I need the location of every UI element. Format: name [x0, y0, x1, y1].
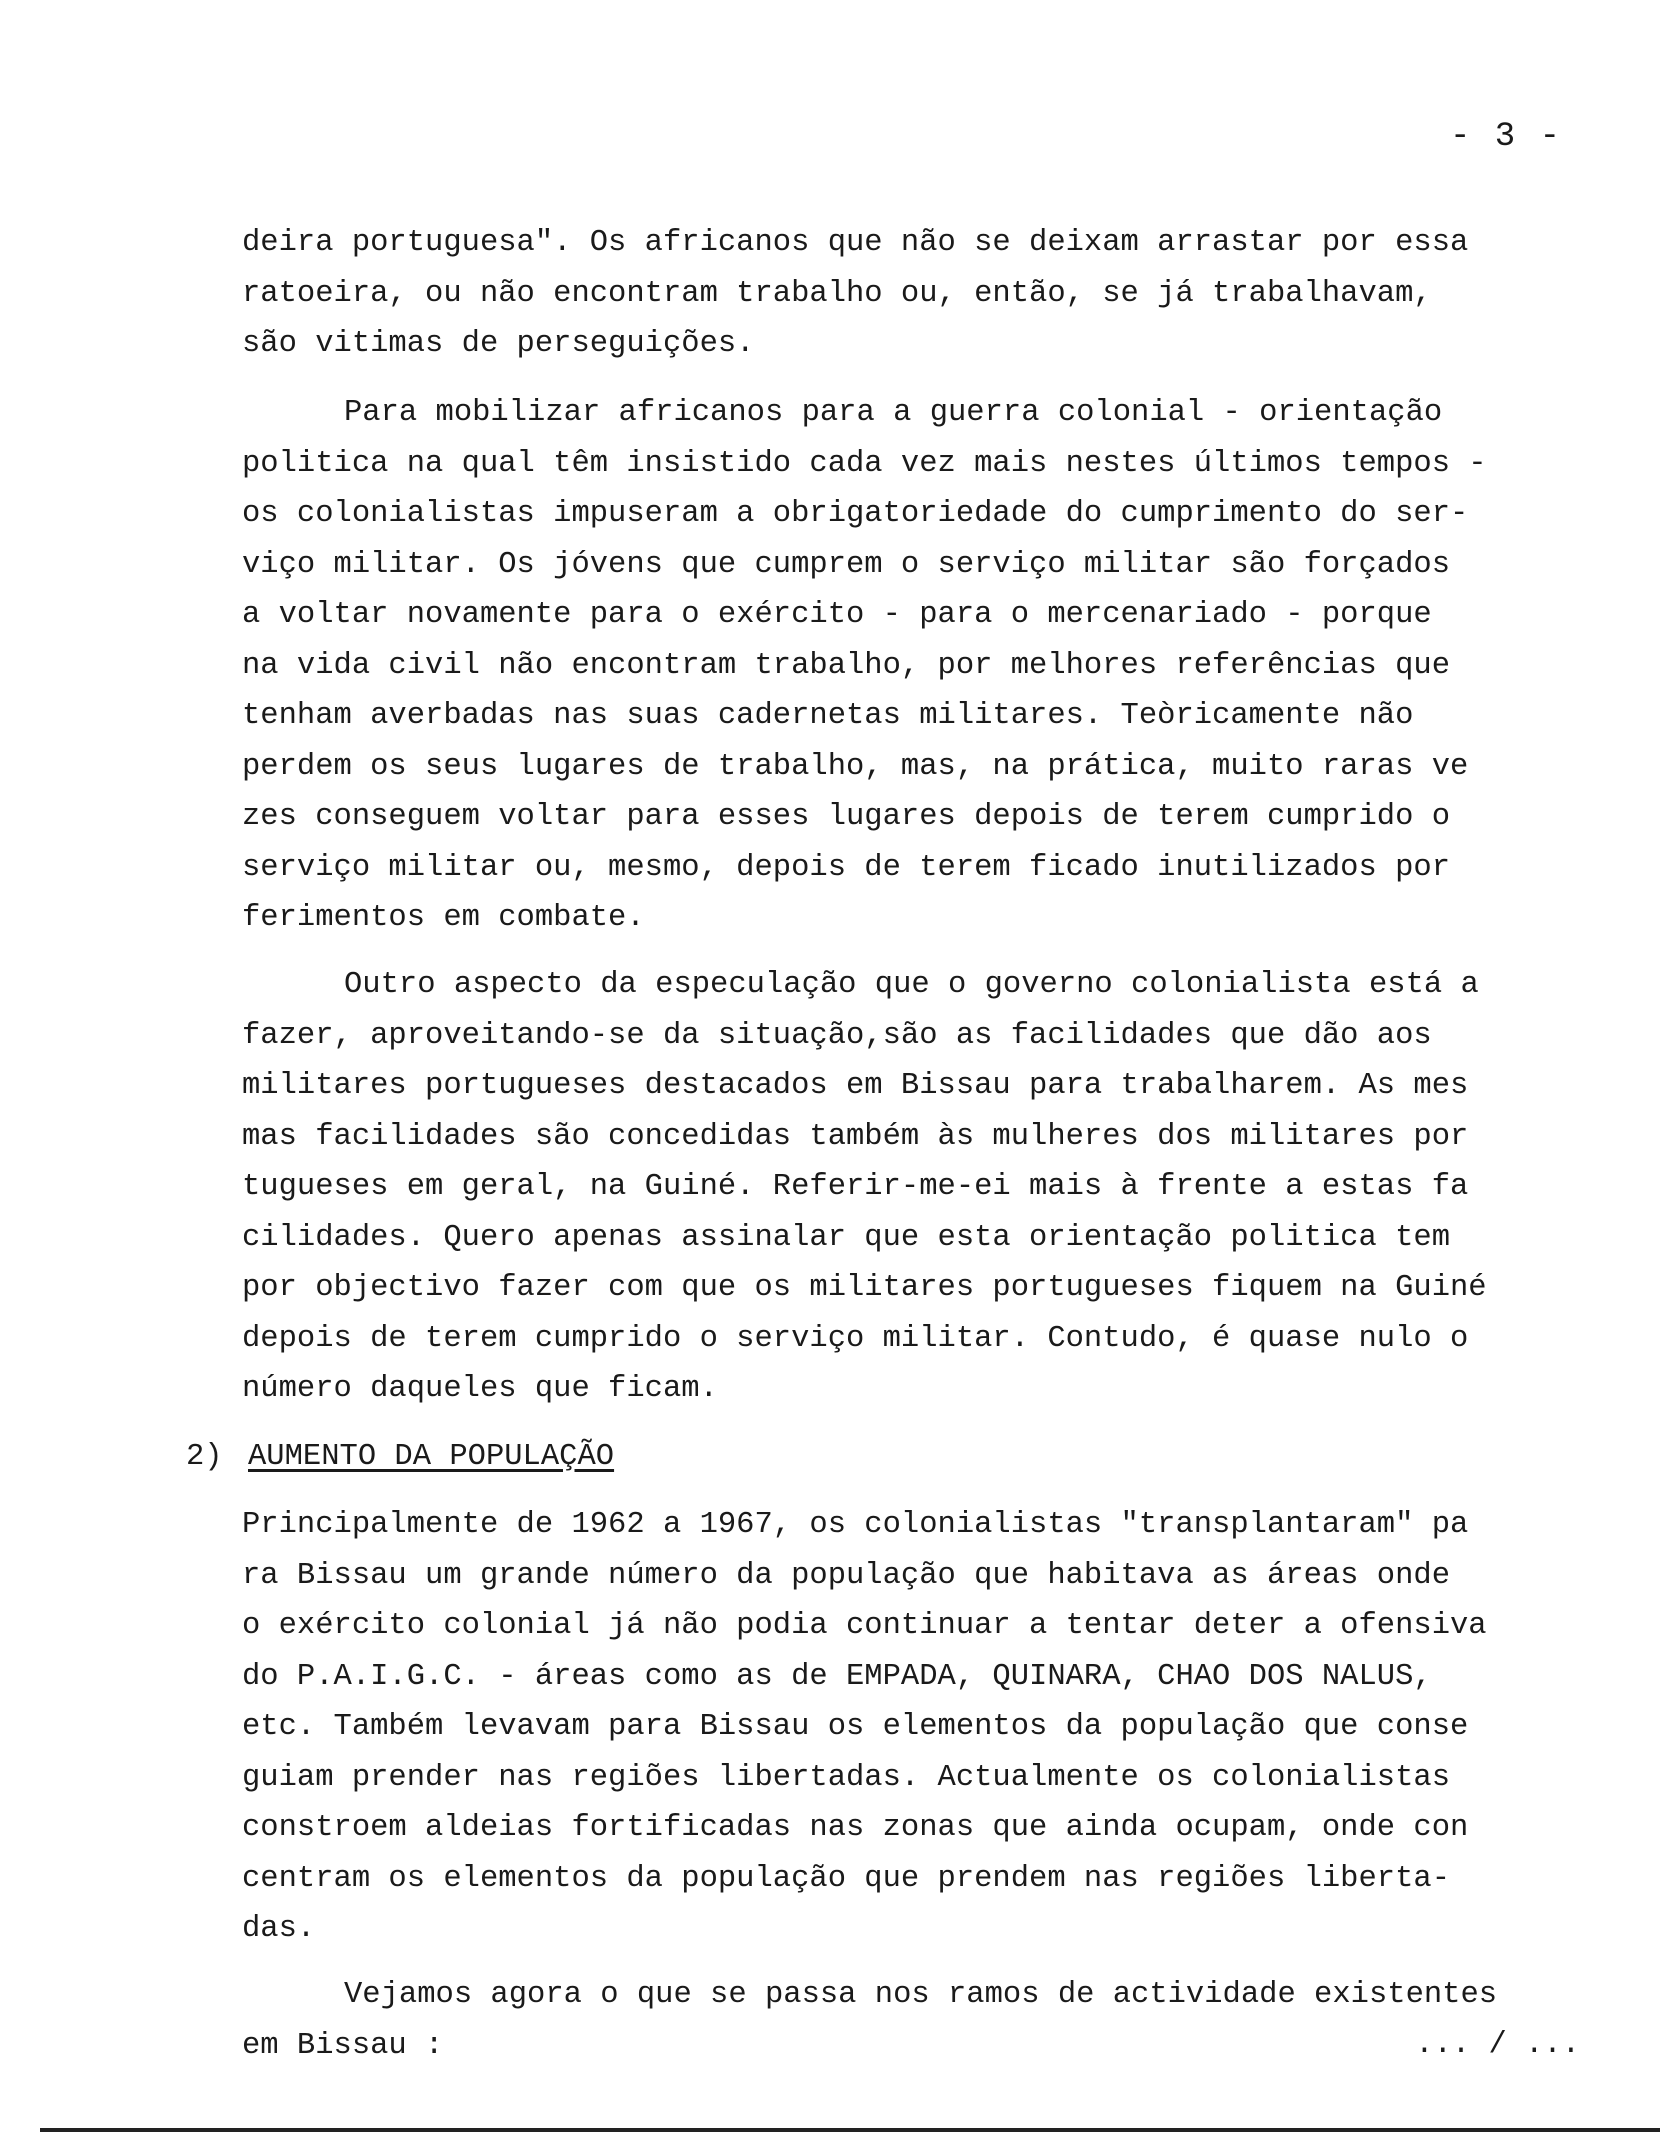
text-line: politica na qual têm insistido cada vez mais nestes últimos tempos -	[242, 446, 1487, 481]
text-line: número daqueles que ficam.	[242, 1372, 718, 1406]
text-line: Para mobilizar africanos para a guerra colonial - orientação	[344, 396, 1443, 430]
text-line: guiam prender nas regiões libertadas. Actualmente os colonialistas	[242, 1760, 1450, 1795]
text-line: fazer, aproveitando-se da situação,são as facilidades que dão aos	[242, 1018, 1432, 1053]
text-line: serviço militar ou, mesmo, depois de terem ficado inutilizados por	[242, 850, 1450, 885]
text-line: mas facilidades são concedidas também às mulheres dos militares por	[242, 1119, 1469, 1154]
paragraph-3	[242, 960, 1642, 1415]
text-line: Principalmente de 1962 a 1967, os colonialistas "transplantaram" pa	[242, 1508, 1469, 1542]
paragraph-4	[242, 1500, 1662, 1955]
text-line: deira portuguesa". Os africanos que não se deixam arrastar por essa	[242, 226, 1469, 260]
text-line: constroem aldeias fortificadas nas zonas que ainda ocupam, onde con	[242, 1811, 1469, 1845]
page-number: - 3 -	[1449, 118, 1562, 156]
text-line: ferimentos em combate.	[242, 901, 645, 935]
paragraph-2	[242, 388, 1642, 944]
paragraph-1	[242, 218, 1642, 370]
text-line: em Bissau :	[242, 2028, 444, 2063]
text-line: são vitimas de perseguições.	[242, 327, 755, 361]
text-line: por objectivo fazer com que os militares portugueses fiquem na Guiné	[242, 1271, 1487, 1305]
text-line: militares portugueses destacados em Bissau para trabalharem. As mes	[242, 1069, 1469, 1103]
section-number: 2)	[186, 1440, 223, 1474]
bottom-rule	[40, 2128, 1660, 2132]
text-line: a voltar novamente para o exército - para o mercenariado - porque	[242, 598, 1432, 632]
text-line: cilidades. Quero apenas assinalar que esta orientação politica tem	[242, 1220, 1450, 1255]
text-line: viço militar. Os jóvens que cumprem o serviço militar são forçados	[242, 547, 1450, 582]
text-line: tugueses em geral, na Guiné. Referir-me-ei mais à frente a estas fa	[242, 1170, 1469, 1204]
text-line: do P.A.I.G.C. - áreas como as de EMPADA, QUINARA, CHAO DOS NALUS,	[242, 1659, 1432, 1694]
text-line: tenham averbadas nas suas cadernetas militares. Teòricamente não	[242, 699, 1414, 733]
text-line: os colonialistas impuseram a obrigatoriedade do cumprimento do ser-	[242, 497, 1469, 531]
text-line: das.	[242, 1912, 316, 1946]
text-line: depois de terem cumprido o serviço militar. Contudo, é quase nulo o	[242, 1321, 1469, 1356]
text-line: centram os elementos da população que prendem nas regiões liberta-	[242, 1861, 1450, 1896]
continuation-mark: ... / ...	[1415, 2028, 1580, 2062]
section-heading	[186, 1432, 614, 1483]
text-line: Outro aspecto da especulação que o governo colonialista está a	[344, 968, 1479, 1002]
text-line: na vida civil não encontram trabalho, por melhores referências que	[242, 648, 1450, 683]
text-line: o exército colonial já não podia continuar a tentar deter a ofensiva	[242, 1609, 1487, 1643]
text-line: etc. Também levavam para Bissau os elementos da população que conse	[242, 1710, 1469, 1744]
section-title: AUMENTO DA POPULAÇÃO	[248, 1440, 615, 1474]
text-line: ra Bissau um grande número da população que habitava as áreas onde	[242, 1558, 1450, 1593]
text-line: zes conseguem voltar para esses lugares depois de terem cumprido o	[242, 800, 1450, 834]
text-line: Vejamos agora o que se passa nos ramos de actividade existentes	[344, 1978, 1498, 2012]
text-line: perdem os seus lugares de trabalho, mas, na prática, muito raras ve	[242, 749, 1469, 784]
text-line: ratoeira, ou não encontram trabalho ou, então, se já trabalhavam,	[242, 276, 1432, 311]
